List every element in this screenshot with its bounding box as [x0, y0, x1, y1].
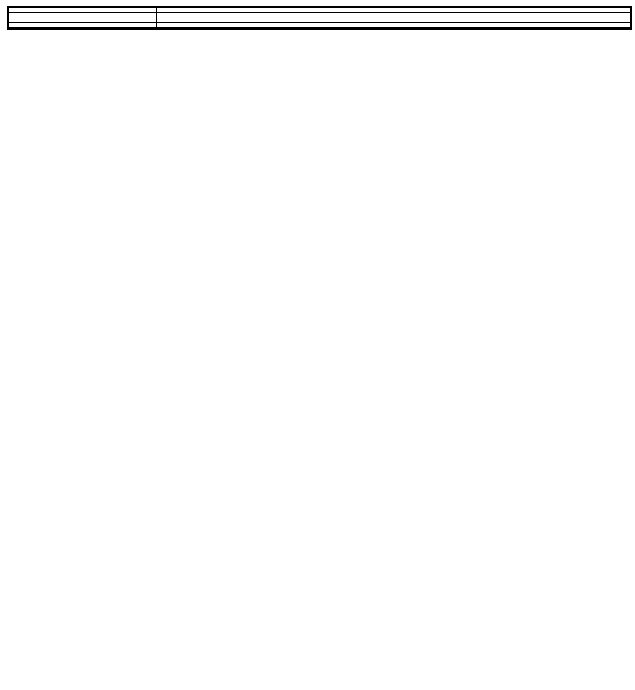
- nutrition-content: [157, 13, 630, 22]
- design-notes: [157, 23, 630, 27]
- design-row-label: [9, 23, 157, 27]
- design-row: [9, 23, 630, 28]
- nutrition-row-label: [9, 13, 157, 22]
- nutrition-row: [9, 13, 630, 23]
- ingredients-content: [157, 8, 630, 12]
- ingredients-row-label: [9, 8, 157, 12]
- product-spec-sheet: [7, 6, 632, 30]
